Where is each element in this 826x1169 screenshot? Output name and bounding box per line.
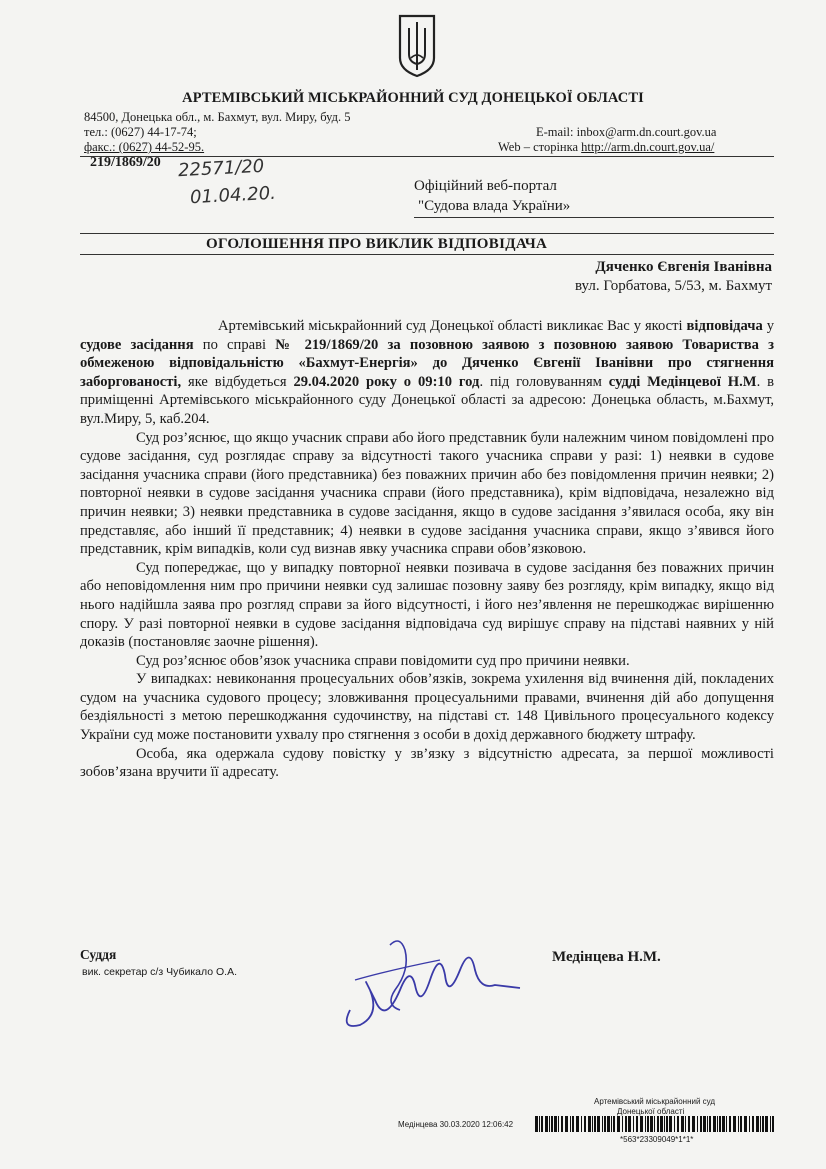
court-web — [498, 140, 714, 155]
paragraph-absence-rules: Суд роз’яснює, що якщо учасник справи або його представник були належним чином повідомлені про судове засідання, суд розглядає справу за відсутності такого учасника справи у разі: 1) неявки в судове засідання учасника справи (його представника) без поважних причин або без повідомлення причин неявки; 2) повторної неявки в судове засідання учасника справи (його представника), крім відповідача, незалежно від причин неявки; 3) неявки представника в судове засідання, якщо в судове засідання з’явилася особа, яку він представляє, або інший її представник; 4) неявки в судове засідання учасника справи, якщо з’явився його представник, крім випадків, коли суд визнав явку учасника справи обов’язковою. — [80, 429, 774, 558]
court-email: E-mail: inbox@arm.dn.court.gov.ua — [536, 125, 717, 139]
stamp-signer-timestamp: Медінцева 30.03.2020 12:06:42 — [398, 1120, 514, 1129]
case-number: 219/1869/20 — [90, 155, 161, 170]
handwritten-date: 01.04.20. — [189, 182, 277, 209]
barcode-number: *563*23309049*1*1* — [620, 1135, 694, 1144]
addressee-name: Дяченко Євгенія Іванівна — [595, 259, 772, 275]
recipient-underline — [414, 217, 774, 218]
paragraph-penalty: У випадках: невиконання процесуальних обов’язків, зокрема ухилення від вчинення дій, покладених судом на учасника судового процесу; зловживання процесуальними правами, вчинення дій або допущення бездіяльності з метою перешкоджання судочинству, на підставі ст. 148 Цивільного процесуального кодексу України суд може постановити ухвалу про стягнення з особи в дохід державного бюджету штрафу. — [80, 671, 774, 744]
handwritten-signature — [330, 930, 530, 1045]
paragraph-delivery: Особа, яка одержала судову повістку у зв’язку з відсутністю адресата, за першої можливості зобов’язана вручити її адресату. — [80, 745, 774, 781]
court-phone: тел.: (0627) 44-17-74; — [84, 125, 197, 139]
title-underline — [80, 254, 774, 255]
title-divider — [80, 233, 774, 234]
web-label: Web – сторінка — [498, 140, 582, 154]
notice-body — [80, 317, 774, 782]
header-divider — [80, 156, 774, 157]
stamp-court-name: Артемівський міськрайонний суд — [594, 1097, 716, 1106]
coat-of-arms-icon — [397, 14, 437, 78]
judge-name: Медінцева Н.М. — [552, 949, 661, 965]
judge-label: Суддя — [80, 947, 117, 962]
court-fax: факс.: (0627) 44-52-95. — [84, 140, 205, 154]
document-title: ОГОЛОШЕННЯ ПРО ВИКЛИК ВІДПОВІДАЧА — [206, 236, 548, 252]
court-title: АРТЕМІВСЬКИЙ МІСЬКРАЙОННИЙ СУД ДОНЕЦЬКОЇ ОБЛАСТІ — [182, 90, 644, 106]
paragraph-duty: Суд роз’яснює обов’язок учасника справи повідомити суд про причини неявки. — [136, 652, 630, 669]
addressee-address: вул. Горбатова, 5/53, м. Бахмут — [574, 278, 772, 294]
clerk-name: вик. секретар с/з Чубикало О.А. — [82, 966, 237, 978]
handwritten-reg-number: 22571/20 — [177, 155, 265, 182]
paragraph-warning: Суд попереджає, що у випадку повторної неявки позивача в судове засідання без поважних причин або неповідомлення ним про причини неявки суд залишає позовну заяву без розгляду, крім випадку, якщо від нього надійшла заява про розгляд справи за його відсутності, і його нез’явлення не перешкоджає вирішенню спору. У разі повторної неявки в судове засідання відповідача суд вирішує справу на підставі наявних у ній доказів (постановляє заочне рішення). — [80, 559, 774, 651]
web-link[interactable]: http://arm.dn.court.gov.ua/ — [581, 140, 715, 154]
recipient-line-1: Офіційний веб-портал — [414, 178, 557, 194]
barcode — [535, 1116, 775, 1132]
paragraph-summons: Артемівський міськрайонний суд Донецької області викликає Вас у якості відповідача у судове засідання по справі № 219/1869/20 за позовною заявою з позовною заявою Товариства з обмеженою відповідальністю «Бахмут-Енергія» до Дяченко Євгенії Іванівни про стягнення заборгованості, яке відбудеться 29.04.2020 року о 09:10 год. під головуванням судді Медінцевої Н.М. в приміщенні Артемівського міськрайонного суду Донецької області за адресою: Донецька область, м.Бахмут, вул.Миру, 5, каб.204. — [80, 318, 775, 427]
court-address: 84500, Донецька обл., м. Бахмут, вул. Миру, буд. 5 — [84, 110, 351, 124]
recipient-line-2: "Судова влада України» — [418, 198, 571, 214]
stamp-court-region: Донецької області — [617, 1107, 685, 1116]
